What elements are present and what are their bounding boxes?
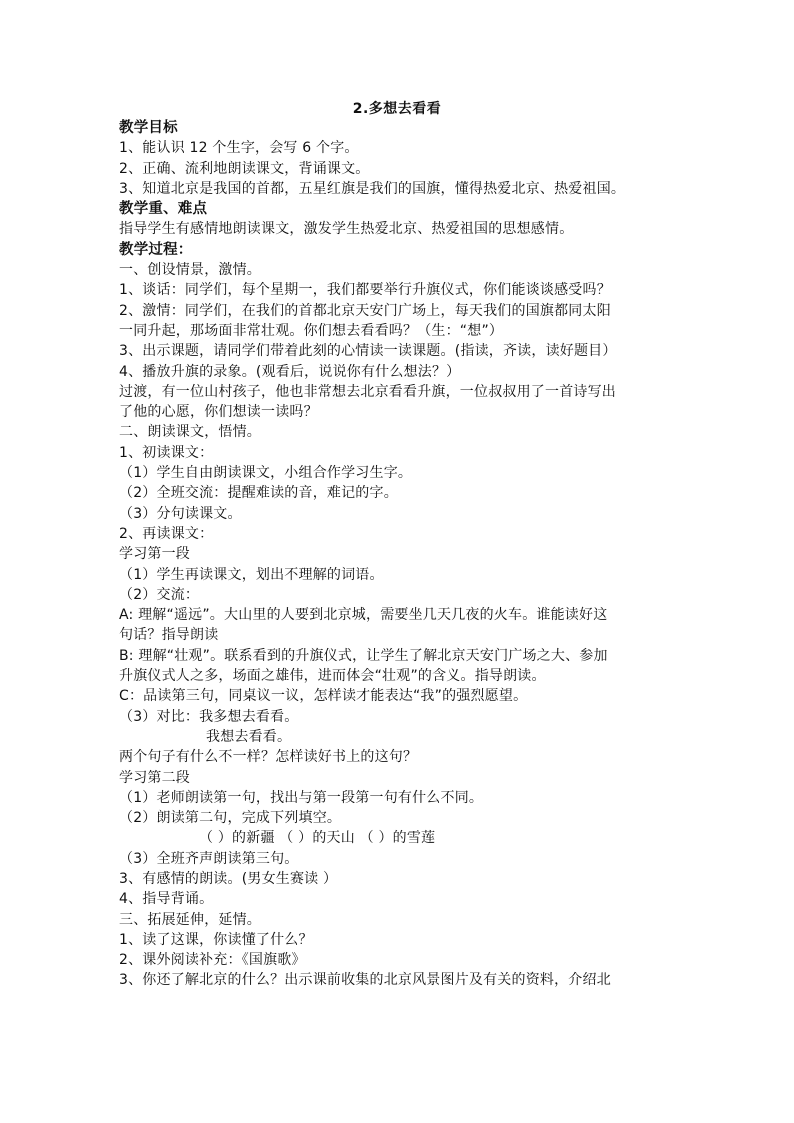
text-line: 2、正确、流利地朗读课文，背诵课文。	[119, 160, 370, 177]
text-line: （3）全班齐声朗读第三句。	[119, 850, 299, 867]
text-line: 2、激情：同学们，在我们的首都北京天安门广场上，每天我们的国旗都同太阳	[119, 302, 611, 319]
text-line: （2）朗读第二句，完成下列填空。	[119, 810, 342, 827]
text-line: （2）全班交流：提醒难读的音，难记的字。	[119, 485, 398, 502]
text-line: 一同升起，那场面非常壮观。你们想去看看吗？（生：“想”）	[119, 322, 504, 339]
text-line: B: 理解“壮观”。联系看到的升旗仪式，让学生了解北京天安门广场之大、参加	[119, 647, 608, 664]
text-line: 二、朗读课文，悟情。	[119, 424, 261, 441]
text-line: （3）分句读课文。	[119, 505, 242, 522]
text-line: 句话？指导朗读	[119, 627, 219, 644]
text-line: 升旗仪式人之多，场面之雄伟，进而体会“壮观”的含义。指导朗读。	[119, 668, 546, 685]
text-line: C：品读第三句，同桌议一议，怎样读才能表达“我”的强烈愿望。	[119, 688, 528, 705]
text-line: 3、知道北京是我国的首都，五星红旗是我们的国旗，懂得热爱北京、热爱祖国。	[119, 180, 626, 197]
text-line: 指导学生有感情地朗读课文，激发学生热爱北京、热爱祖国的思想感情。	[119, 221, 574, 238]
text-line: 学习第一段	[119, 546, 190, 563]
text-line: 过渡，有一位山村孩子，他也非常想去北京看看升旗，一位叔叔用了一首诗写出	[119, 383, 616, 400]
document-title: 2.多想去看看	[352, 101, 442, 117]
text-line: 1、初读课文：	[119, 444, 214, 461]
text-line: 一、创设情景，激情。	[119, 262, 261, 279]
text-line: 4、播放升旗的录象。(观看后，说说你有什么想法？）	[119, 363, 461, 380]
text-line: 了他的心愿，你们想读一读吗？	[119, 404, 318, 421]
text-line: （2）交流：	[119, 586, 200, 603]
text-line: 三、拓展延伸，延情。	[119, 911, 261, 928]
text-line: （1）老师朗读第一句，找出与第一段第一句有什么不同。	[119, 789, 484, 806]
text-line: 1、读了这课，你读懂了什么？	[119, 931, 313, 948]
text-line: 1、能认识 12 个生字，会写 6 个字。	[119, 140, 359, 157]
text-line: 2、课外阅读补充：《国旗歌》	[119, 952, 306, 969]
text-line: 我想去看看。	[206, 728, 292, 745]
text-line: （1）学生再读课文，划出不理解的词语。	[119, 566, 384, 583]
text-line: （ ）的新疆 （ ）的天山 （ ）的雪莲	[199, 830, 436, 847]
section-heading: 教学重、难点	[119, 201, 208, 218]
text-line: （1）学生自由朗读课文，小组合作学习生字。	[119, 465, 413, 482]
text-line: 2、再读课文：	[119, 525, 214, 542]
text-line: 3、有感情的朗读。(男女生赛读 ）	[119, 870, 338, 887]
section-heading: 教学过程：	[119, 241, 193, 258]
text-line: （3）对比：我多想去看看。	[119, 708, 299, 725]
text-line: 1、谈话：同学们，每个星期一，我们都要举行升旗仪式，你们能谈谈感受吗？	[119, 282, 611, 299]
text-line: 学习第二段	[119, 769, 190, 786]
text-line: 3、出示课题，请同学们带着此刻的心情读一读课题。(指读，齐读，读好题目）	[119, 343, 617, 360]
section-heading: 教学目标	[119, 120, 178, 136]
text-line: 3、你还了解北京的什么？出示课前收集的北京风景图片及有关的资料，介绍北	[119, 972, 611, 989]
text-line: 4、指导背诵。	[119, 891, 214, 908]
text-line: A: 理解“遥远”。大山里的人要到北京城，需要坐几天几夜的火车。谁能读好这	[119, 607, 608, 624]
document-body	[119, 118, 679, 991]
text-line: 两个句子有什么不一样？怎样读好书上的这句？	[119, 749, 418, 766]
